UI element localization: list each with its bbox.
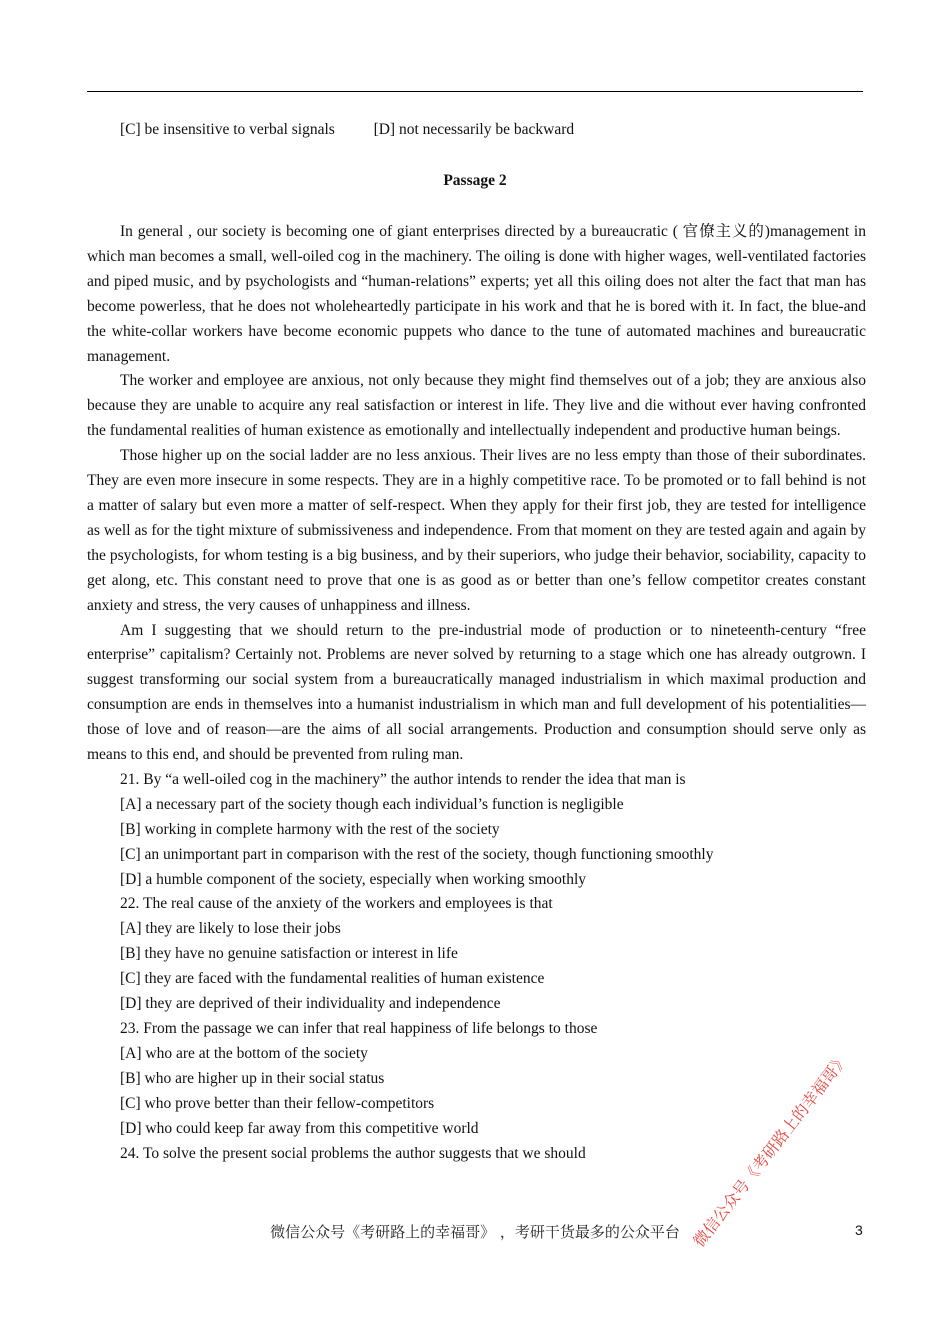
page-number: 3 — [855, 1222, 863, 1238]
question-22-option-d: [D] they are deprived of their individuality and independence — [120, 995, 501, 1013]
question-21-option-d: [D] a humble component of the society, especially when working smoothly — [120, 870, 587, 888]
question-21-stem: 21. By “a well-oiled cog in the machinery” the author intends to render the idea that man is — [120, 770, 686, 788]
question-21-option-b: [B] working in complete harmony with the rest of the society — [120, 820, 500, 838]
question-22-option-b: [B] they have no genuine satisfaction or interest in life — [120, 945, 458, 963]
question-24-stem: 24. To solve the present social problems the author suggests that we should — [120, 1144, 586, 1162]
question-23-stem: 23. From the passage we can infer that real happiness of life belongs to those — [120, 1020, 598, 1037]
question-23-option-a: [A] who are at the bottom of the society — [120, 1044, 368, 1062]
paragraph-2: The worker and employee are anxious, not only because they might find themselves out of a job; they are anxious also because they are unable to acquire any real satisfaction or interest in life. They live and die without ever having confronted the fundamental realities of human existence as emotionally and intellectually independent and productive human beings. — [87, 372, 866, 440]
footer-text: 微信公众号《考研路上的幸福哥》 ，考研干货最多的公众平台 — [270, 1223, 680, 1241]
question-23-option-c: [C] who prove better than their fellow-competitors — [120, 1094, 435, 1112]
passage-title: Passage 2 — [443, 172, 507, 189]
paragraph-3: Those higher up on the social ladder are no less anxious. Their lives are no less empty than those of their subordinates. They are even more insecure in some respects. They are in a highly competitive race. To be promoted or to fall behind is not a matter of salary but even more a matter of self-respect. When they apply for their first job, they are tested for intelligence as well as for the tight mixture of submissiveness and independence. From that moment on they are tested again and again by the psychologists, for whom testing is a big business, and by their superiors, who judge their behavior, sociability, capacity to get along, etc. This constant need to prove that one is as good as or better than one’s fellow competitor creates constant anxiety and stress, the very causes of unhappiness and illness. — [87, 447, 866, 614]
option-d: [D] not necessarily be backward — [373, 121, 575, 138]
question-23-option-d: [D] who could keep far away from this competitive world — [120, 1119, 479, 1137]
passage-body — [87, 220, 866, 1166]
question-21-option-c: [C] an unimportant part in comparison with the rest of the society, though functioning smoothly — [120, 845, 714, 863]
paragraph-1: In general , our society is becoming one of giant enterprises directed by a bureaucratic ( 官僚主义的)management in which man becomes a small, well-oiled cog in the machinery. The oiling is done with higher wages, well-ventilated factories and piped music, and by psychologists and “human-relations” experts; yet all this oiling does not alter the fact that man has become powerless, that he does not wholeheartedly participate in his work and that he is bored with it. In fact, the blue-and the white-collar workers have become economic puppets who dance to the tune of automated machines and bureaucratic management. — [87, 223, 866, 365]
previous-question-options — [120, 121, 574, 139]
option-c: [C] be insensitive to verbal signals — [120, 121, 335, 138]
question-23-option-b: [B] who are higher up in their social status — [120, 1069, 385, 1087]
question-22-option-a: [A] they are likely to lose their jobs — [120, 920, 341, 938]
header-rule — [87, 91, 863, 92]
paragraph-4: Am I suggesting that we should return to the pre-industrial mode of production or to nineteenth-century “free enterprise” capitalism? Certainly not. Problems are never solved by returning to a stage which one has already outgrown. I suggest transforming our social system from a bureaucratically managed industrialism in which maximal production and consumption are ends in themselves into a humanist industrialism in which man and full development of his potentialities—those of love and of reason—are the aims of all social arrangements. Production and consumption should serve only as means to this end, and should be prevented from ruling man. — [87, 621, 866, 764]
question-21-option-a: [A] a necessary part of the society though each individual’s function is negligible — [120, 795, 624, 813]
question-22-option-c: [C] they are faced with the fundamental realities of human existence — [120, 970, 545, 988]
watermark: 微信公众号《考研路上的幸福哥》 — [689, 1049, 853, 1251]
question-22-stem: 22. The real cause of the anxiety of the workers and employees is that — [120, 895, 553, 913]
